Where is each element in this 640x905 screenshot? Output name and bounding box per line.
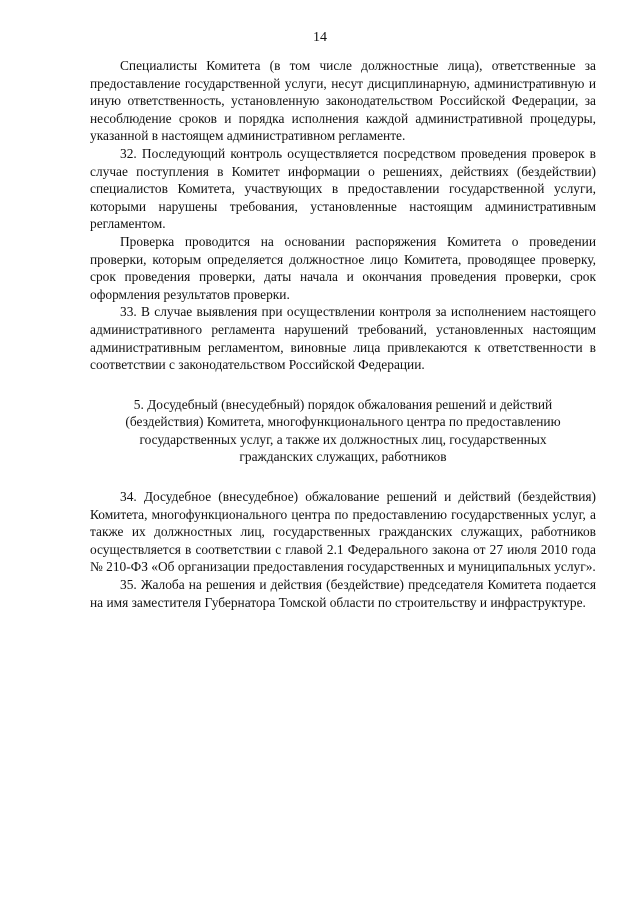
paragraph-35: 35. Жалоба на решения и действия (бездействие) председателя Комитета подается на имя заместителя Губернатора Томской области по строительству и инфраструктуре. xyxy=(90,577,596,610)
paragraph-responsibility: Специалисты Комитета (в том числе должностные лица), ответственные за предоставление государственной услуги, несут дисциплинарную, административную и иную ответственность, установленную законодательством Российской Федерации, за несоблюдение сроков и порядка исполнения каждой административной процедуры, указанной в настоящем административном регламенте. xyxy=(90,58,596,144)
document-body xyxy=(90,57,596,611)
section-heading: 5. Досудебный (внесудебный) порядок обжалования решений и действий (бездействия) Комитета, многофункционального центра по предоставлению государственных услуг, а также их должностных лиц, государственных гражданских служащих, работников xyxy=(125,396,561,465)
paragraph-32: 32. Последующий контроль осуществляется посредством проведения проверок в случае поступления в Комитет информации о решениях, действиях (бездействии) специалистов Комитета, участвующих в предоставлении государственной услуги, которыми нарушены требования, установленные настоящим административным регламентом. xyxy=(90,145,596,232)
paragraph-33: 33. В случае выявления при осуществлении контроля за исполнением настоящего административного регламента нарушений требований, установленных настоящим административным регламентом, виновные лица привлекаются к ответственности в соответствии с законодательством Российской Федерации. xyxy=(90,304,596,373)
page-number: 14 xyxy=(313,30,327,45)
paragraph-34: 34. Досудебное (внесудебное) обжалование решений и действий (бездействия) Комитета, многофункционального центра по предоставлению государственных услуг, а также их должностных лиц, государственных гражданских служащих, работников осуществляется в соответствии с главой 2.1 Федерального закона от 27 июля 2010 года № 210-ФЗ «Об организации предоставления государственных и муниципальных услуг». xyxy=(90,489,596,575)
paragraph-inspection: Проверка проводится на основании распоряжения Комитета о проведении проверки, которым определяется должностное лицо Комитета, проводящее проверку, срок проведения проверки, даты начала и окончания проведения проверки, срок оформления результатов проверки. xyxy=(90,233,596,302)
